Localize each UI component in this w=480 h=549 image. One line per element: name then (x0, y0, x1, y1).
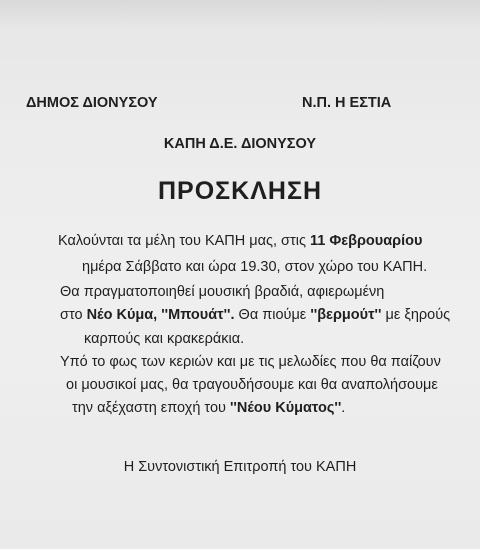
body-line-5: καρπούς και κρακεράκια. (84, 331, 245, 347)
body-line-6: Υπό το φως των κεριών και με τις μελωδίες που θα παίζουν (60, 354, 441, 370)
body-line-4-text-e: με ξηρούς (381, 307, 451, 323)
body-line-4 (60, 306, 450, 324)
body-line-8-text-a: την αξέχαστη εποχή του (72, 400, 230, 416)
body-line-7: οι μουσικοί μας, θα τραγουδήσουμε και θα αναπολήσουμε (66, 377, 438, 393)
era-name: ''Νέου Κύματος'' (229, 400, 342, 416)
signature-line: Η Συντονιστική Επιτροπή του ΚΑΠΗ (123, 459, 357, 475)
body-line-1-text: Καλούνται τα μέλη του ΚΑΠΗ μας, στις (58, 233, 310, 249)
body-line-4-text-c: Θα πιούμε (234, 307, 311, 323)
paper-top-edge (0, 0, 480, 26)
event-theme: Νέο Κύμα, ''Μπουάτ''. (86, 307, 235, 323)
body-line-2: ημέρα Σάββατο και ώρα 19.30, στον χώρο του ΚΑΠΗ. (82, 259, 428, 275)
body-line-8-text-c: . (341, 400, 346, 416)
document-title: ΠΡΟΣΚΛΗΣΗ (157, 177, 323, 205)
body-line-3: Θα πραγματοποιηθεί μουσική βραδιά, αφιερωμένη (60, 284, 385, 300)
kapi-header: ΚΑΠΗ Δ.Ε. ΔΙΟΝΥΣΟΥ (163, 136, 317, 152)
event-drink: ''βερμούτ'' (310, 307, 382, 323)
event-date: 11 Φεβρουαρίου (309, 233, 423, 249)
body-line-8 (72, 399, 345, 417)
municipality-header: ΔΗΜΟΣ ΔΙΟΝΥΣΟΥ (26, 95, 158, 111)
body-line-1 (58, 232, 422, 250)
legal-entity-header: Ν.Π. Η ΕΣΤΙΑ (302, 95, 392, 111)
body-line-4-text-a: στο (60, 307, 87, 323)
